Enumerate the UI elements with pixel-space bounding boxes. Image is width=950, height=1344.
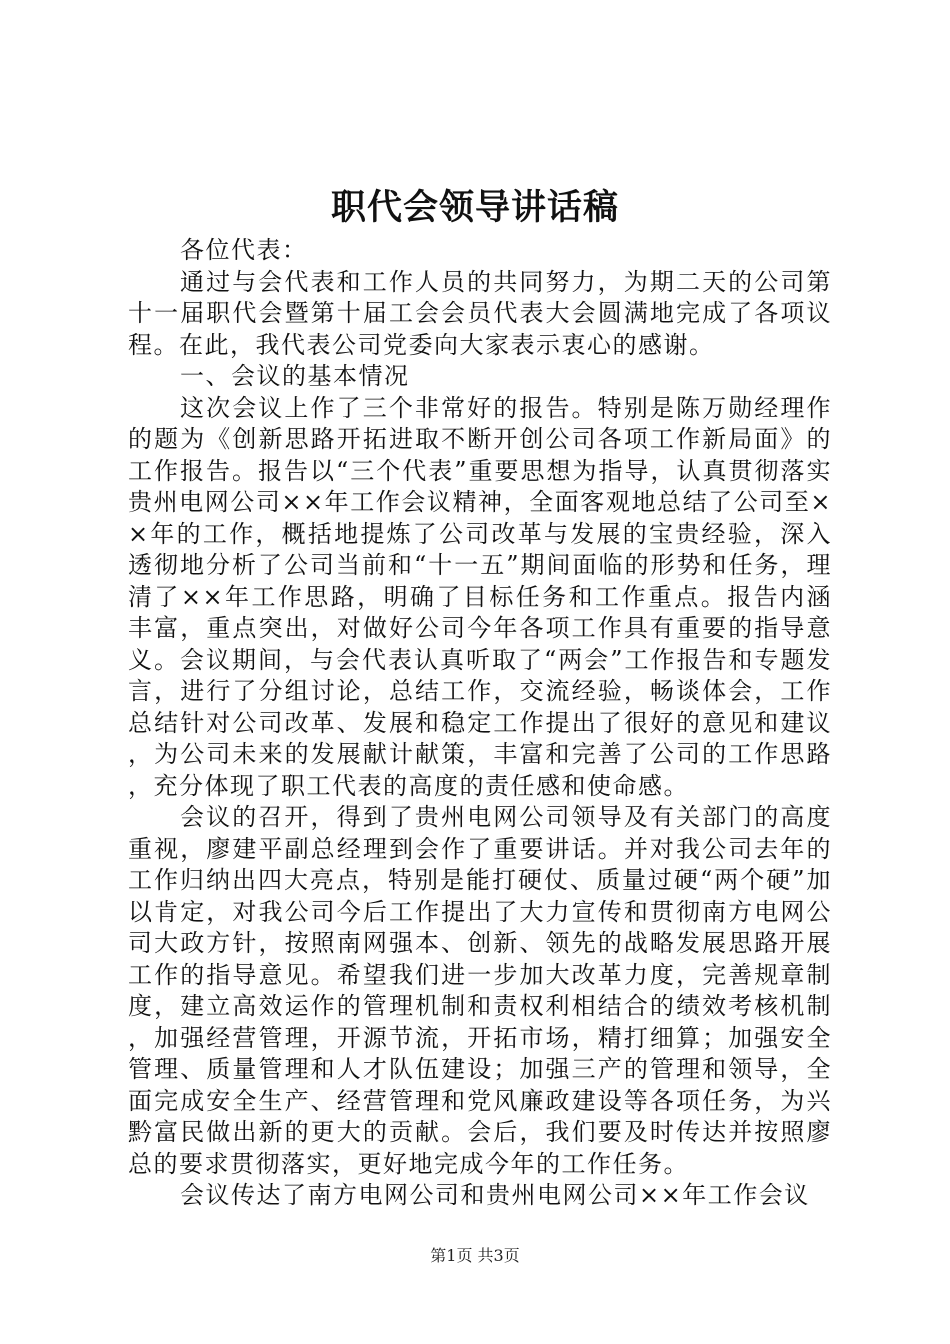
- page-number-footer: 第1页 共3页: [430, 1246, 520, 1265]
- salutation-paragraph: 各位代表：: [180, 236, 308, 264]
- document-title: 职代会领导讲话稿: [330, 188, 619, 228]
- report-summary-paragraph: 这次会议上作了三个非常好的报告。特别是陈万勋经理作的题为《创新思路开拓进取不断开创公司各项工作新局面》的工作报告。报告以“三个代表”重要思想为指导，认真贯彻落实贵州电网公司××年工作会议精神，全面客观地总结了公司至××年的工作，概括地提炼了公司改革与发展的宝贵经验，深入透彻地分析了公司当前和“十一五”期间面临的形势和任务，理清了××年工作思路，明确了目标任务和工作重点。报告内涵丰富，重点突出，对做好公司今年各项工作具有重要的指导意义。会议期间，与会代表认真听取了“两会”工作报告和专题发言，进行了分组讨论，总结工作，交流经验，畅谈体会，工作总结针对公司改革、发展和稳定工作提出了很好的意见和建议，为公司未来的发展献计献策，丰富和完善了公司的工作思路，充分体现了职工代表的高度的责任感和使命感。: [128, 393, 832, 800]
- leadership-attention-paragraph: 会议的召开，得到了贵州电网公司领导及有关部门的高度重视，廖建平副总经理到会作了重要讲话。并对我公司去年的工作归纳出四大亮点，特别是能打硬仗、质量过硬“两个硬”加以肯定，对我公司今后工作提出了大力宣传和贯彻南方电网公司大政方针，按照南网强本、创新、领先的战略发展思路开展工作的指导意见。希望我们进一步加大改革力度，完善规章制度，建立高效运作的管理机制和责权利相结合的绩效考核机制，加强经营管理，开源节流，开拓市场，精打细算；加强安全管理、质量管理和人才队伍建设；加强三产的管理和领导，全面完成安全生产、经营管理和党风廉政建设等各项任务，为兴黔富民做出新的更大的贡献。会后，我们要及时传达并按照廖总的要求贯彻落实，更好地完成今年的工作任务。: [128, 803, 832, 1178]
- conveyance-paragraph: 会议传达了南方电网公司和贵州电网公司××年工作会议: [180, 1181, 810, 1209]
- section-heading: 一、会议的基本情况: [180, 362, 410, 390]
- document-body: [128, 235, 832, 1212]
- opening-paragraph: 通过与会代表和工作人员的共同努力，为期二天的公司第十一届职代会暨第十届工会会员代表大会圆满地完成了各项议程。在此，我代表公司党委向大家表示衷心的感谢。: [128, 267, 832, 359]
